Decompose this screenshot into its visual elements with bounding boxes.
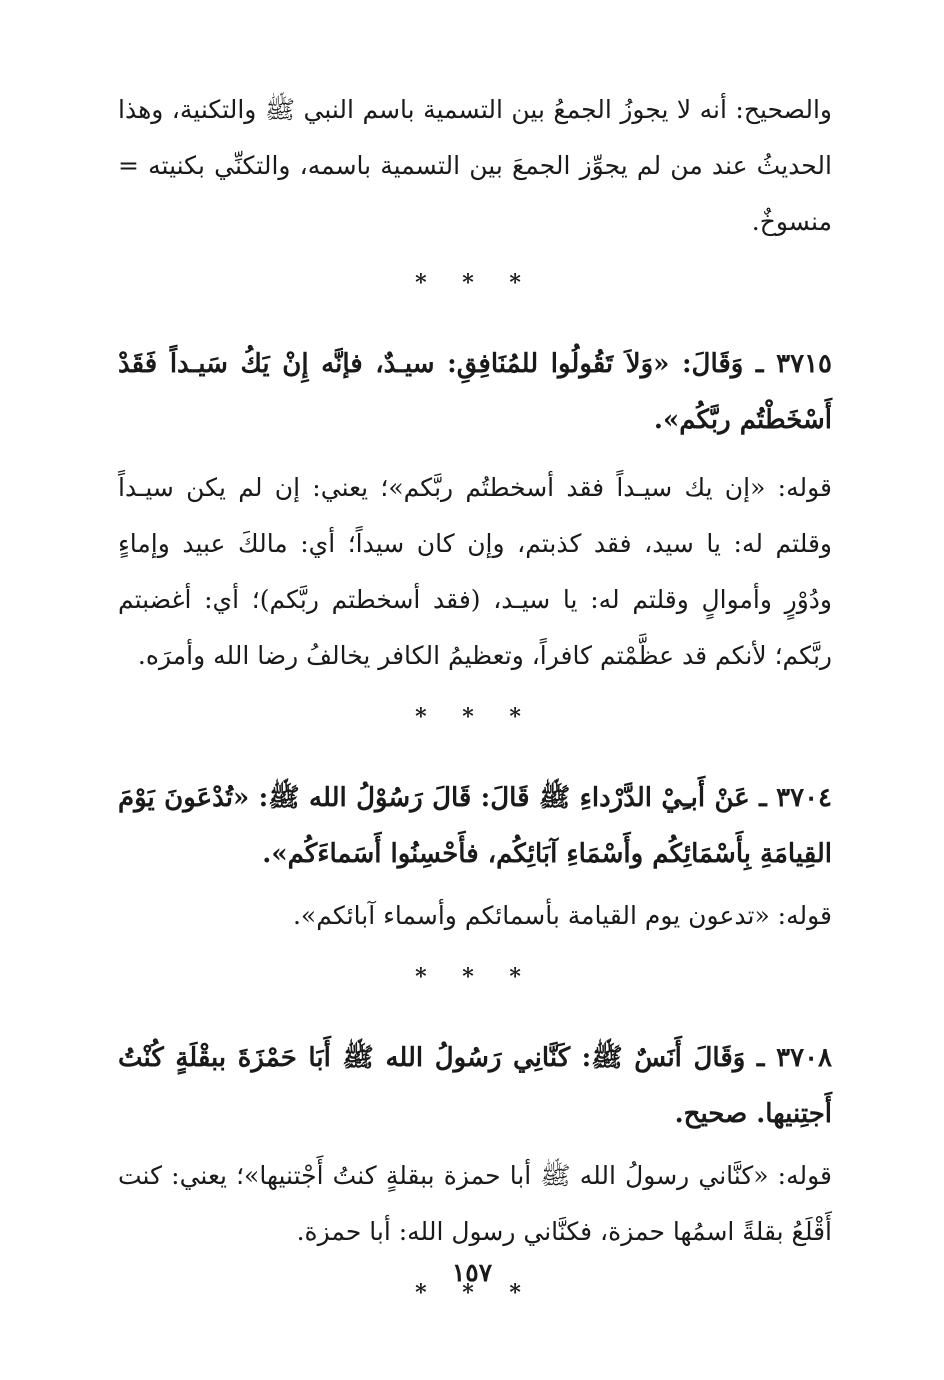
section-separator: * * * [415,1280,535,1306]
commentary-3715: قوله: «إن يك سيـداً فقد أسخطتُم ربَّكم»؛ يعني: إن لم يكن سيـداً وقلتم له: يا سيد، فقد كذبتم، وإن كان سيداً؛ أي: مالكَ عبيد وإماءٍ ودُوْرٍ وأموالٍ وقلتم له: يا سيـد، (فقد أسخطتم ربَّكم)؛ أي: أغضبتم ربَّكم؛ لأنكم قد عظَّمْتم كافراً، وتعظيمُ الكافر يخالفُ رضا الله وأمرَه. [118,473,832,670]
section-separator: * * * [415,270,535,296]
hadith-3708: ٣٧٠٨ ـ وَقَالَ أَنَسٌ ﷺ: كَنَّانِي رَسُولُ الله ﷺ أَبَا حَمْزَةَ ببقْلَةٍ كُنْتُ أَجتِنيها. صحيح. [118,1043,832,1129]
hadith-3715: ٣٧١٥ ـ وَقَالَ: «وَلاَ تَقُولُوا للمُنَافِقِ: سيـدٌ، فإنَّه إِنْ يَكُ سَيـداً فَقَدْ أَسْخَطْتُم ربَّكُم». [118,349,832,435]
commentary-3704: قوله: «تدعون يوم القيامة بأسمائكم وأسماء آبائكم». [292,901,832,930]
commentary-3708: قوله: «كنَّاني رسولُ الله ﷺ أبا حمزة ببقلةٍ كنتُ أَجْتنيها»؛ يعني: كنت أَقْلَعُ بقلةً اسمُها حمزة، فكنَّاني رسول الله: أبا حمزة. [118,1161,832,1246]
page-number: ١٥٧ [451,1258,493,1287]
section-separator: * * * [415,964,535,990]
section-separator: * * * [415,704,535,730]
hadith-3704: ٣٧٠٤ ـ عَنْ أَبـِيْ الدَّرْداءِ ﷺ قَالَ: قَالَ رَسُوْلُ الله ﷺ: «تُدْعَونَ يَوْمَ القِيامَةِ بِأَسْمَائِكُم وأَسْمَاءِ آبَائِكُم، فأَحْسِنُوا أَسَماءَكُم». [118,783,832,869]
intro-paragraph: والصحيح: أنه لا يجوزُ الجمعُ بين التسمية باسم النبي ﷺ والتكنية، وهذا الحديثُ عند من لم يجوِّز الجمعَ بين التسمية باسمه، والتكنِّي بكنيته = منسوخٌ. [118,95,832,236]
